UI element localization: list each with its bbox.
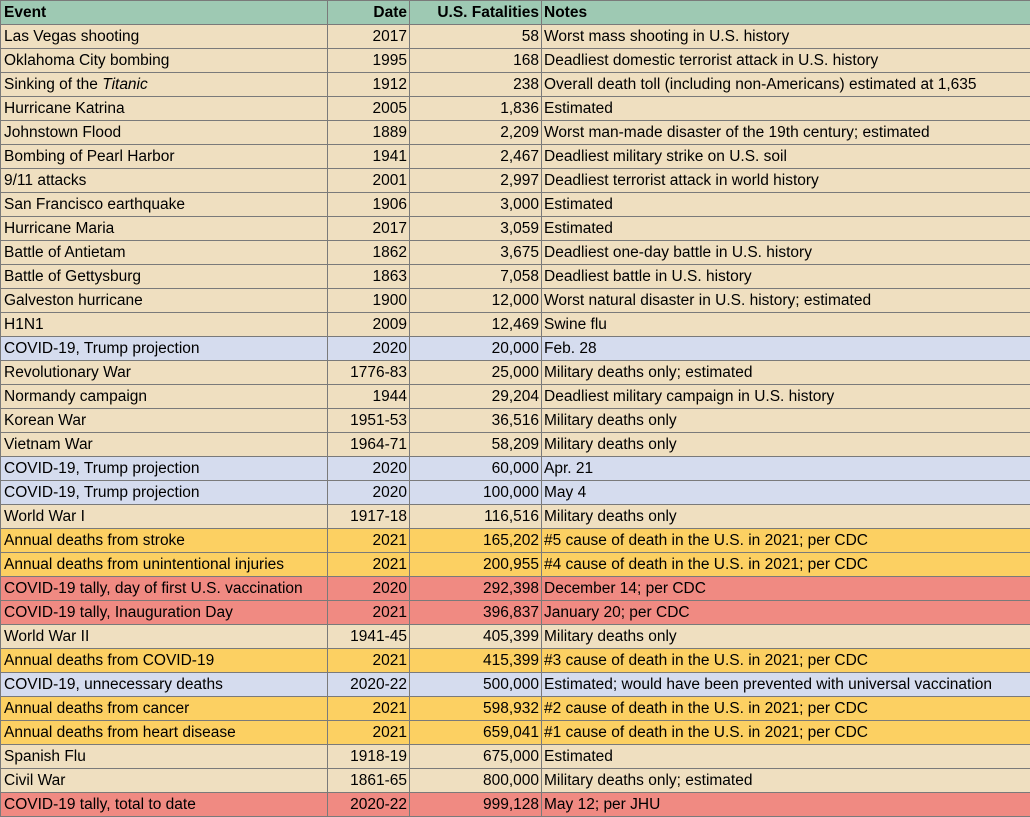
cell-notes[interactable]: Worst man-made disaster of the 19th century; estimated <box>542 121 1030 145</box>
cell-fatalities[interactable]: 165,202 <box>410 529 542 553</box>
cell-event[interactable]: Battle of Gettysburg <box>1 265 328 289</box>
cell-notes[interactable]: Worst natural disaster in U.S. history; estimated <box>542 289 1030 313</box>
header-fatalities[interactable]: U.S. Fatalities <box>410 1 542 25</box>
table-row <box>1 673 1030 697</box>
cell-date[interactable]: 1863 <box>328 265 410 289</box>
cell-event[interactable]: COVID-19, Trump projection <box>1 457 328 481</box>
table-body <box>1 25 1030 817</box>
cell-date[interactable]: 1912 <box>328 73 410 97</box>
cell-fatalities[interactable]: 60,000 <box>410 457 542 481</box>
cell-event[interactable] <box>1 73 328 97</box>
cell-notes[interactable]: Military deaths only; estimated <box>542 361 1030 385</box>
cell-fatalities[interactable]: 168 <box>410 49 542 73</box>
table-row <box>1 385 1030 409</box>
cell-notes[interactable]: #1 cause of death in the U.S. in 2021; per CDC <box>542 721 1030 745</box>
cell-event[interactable]: COVID-19, Trump projection <box>1 337 328 361</box>
cell-fatalities[interactable]: 3,059 <box>410 217 542 241</box>
cell-date[interactable]: 2021 <box>328 697 410 721</box>
cell-notes[interactable]: Deadliest domestic terrorist attack in U.S. history <box>542 49 1030 73</box>
cell-event[interactable]: COVID-19 tally, total to date <box>1 793 328 817</box>
cell-event[interactable]: Annual deaths from cancer <box>1 697 328 721</box>
cell-fatalities[interactable]: 58,209 <box>410 433 542 457</box>
table-row <box>1 73 1030 97</box>
cell-notes[interactable]: Military deaths only <box>542 409 1030 433</box>
cell-date[interactable]: 2021 <box>328 601 410 625</box>
cell-notes[interactable]: Estimated; would have been prevented with universal vaccination <box>542 673 1030 697</box>
cell-date[interactable]: 1776-83 <box>328 361 410 385</box>
cell-event[interactable]: Oklahoma City bombing <box>1 49 328 73</box>
cell-event[interactable]: Annual deaths from stroke <box>1 529 328 553</box>
table-row <box>1 433 1030 457</box>
cell-notes[interactable]: May 4 <box>542 481 1030 505</box>
cell-notes[interactable]: Deadliest terrorist attack in world history <box>542 169 1030 193</box>
cell-event[interactable]: COVID-19, Trump projection <box>1 481 328 505</box>
cell-date[interactable]: 1941 <box>328 145 410 169</box>
cell-event[interactable]: 9/11 attacks <box>1 169 328 193</box>
cell-date[interactable]: 1951-53 <box>328 409 410 433</box>
cell-fatalities[interactable]: 12,469 <box>410 313 542 337</box>
table-row <box>1 409 1030 433</box>
cell-event[interactable]: Johnstown Flood <box>1 121 328 145</box>
table-row <box>1 625 1030 649</box>
cell-fatalities[interactable]: 12,000 <box>410 289 542 313</box>
cell-event[interactable]: Hurricane Katrina <box>1 97 328 121</box>
cell-date[interactable]: 1906 <box>328 193 410 217</box>
cell-date[interactable]: 2020-22 <box>328 673 410 697</box>
cell-notes[interactable]: #2 cause of death in the U.S. in 2021; per CDC <box>542 697 1030 721</box>
table-row <box>1 769 1030 793</box>
table-row <box>1 457 1030 481</box>
cell-notes[interactable]: May 12; per JHU <box>542 793 1030 817</box>
cell-fatalities[interactable]: 36,516 <box>410 409 542 433</box>
cell-notes[interactable]: Military deaths only <box>542 625 1030 649</box>
cell-date[interactable]: 1995 <box>328 49 410 73</box>
table-row <box>1 97 1030 121</box>
cell-date[interactable]: 2020 <box>328 337 410 361</box>
cell-fatalities[interactable]: 292,398 <box>410 577 542 601</box>
header-date[interactable]: Date <box>328 1 410 25</box>
cell-event[interactable]: Civil War <box>1 769 328 793</box>
cell-date[interactable]: 1889 <box>328 121 410 145</box>
table-row <box>1 697 1030 721</box>
cell-event[interactable]: Normandy campaign <box>1 385 328 409</box>
cell-notes[interactable]: #3 cause of death in the U.S. in 2021; per CDC <box>542 649 1030 673</box>
cell-event[interactable]: H1N1 <box>1 313 328 337</box>
header-event[interactable]: Event <box>1 1 328 25</box>
cell-event[interactable]: Annual deaths from COVID-19 <box>1 649 328 673</box>
table-row <box>1 241 1030 265</box>
cell-date[interactable]: 2020 <box>328 481 410 505</box>
cell-notes[interactable]: Estimated <box>542 217 1030 241</box>
cell-notes[interactable]: Estimated <box>542 193 1030 217</box>
table-row <box>1 289 1030 313</box>
cell-notes[interactable]: January 20; per CDC <box>542 601 1030 625</box>
cell-fatalities[interactable]: 999,128 <box>410 793 542 817</box>
cell-event[interactable]: Annual deaths from unintentional injuries <box>1 553 328 577</box>
cell-event[interactable]: Annual deaths from heart disease <box>1 721 328 745</box>
cell-event[interactable]: San Francisco earthquake <box>1 193 328 217</box>
table-row <box>1 553 1030 577</box>
table-row <box>1 169 1030 193</box>
table-row <box>1 577 1030 601</box>
cell-fatalities[interactable]: 7,058 <box>410 265 542 289</box>
cell-notes[interactable]: Military deaths only <box>542 505 1030 529</box>
cell-date[interactable]: 2021 <box>328 649 410 673</box>
cell-date[interactable]: 1900 <box>328 289 410 313</box>
table-row <box>1 529 1030 553</box>
cell-date[interactable]: 2021 <box>328 553 410 577</box>
table-row <box>1 601 1030 625</box>
cell-event[interactable]: Korean War <box>1 409 328 433</box>
header-notes[interactable]: Notes <box>542 1 1030 25</box>
table-row <box>1 505 1030 529</box>
cell-date[interactable]: 2020 <box>328 577 410 601</box>
table-row <box>1 793 1030 817</box>
cell-fatalities[interactable]: 58 <box>410 25 542 49</box>
table-row <box>1 745 1030 769</box>
table-row <box>1 361 1030 385</box>
cell-fatalities[interactable]: 238 <box>410 73 542 97</box>
cell-date[interactable]: 1918-19 <box>328 745 410 769</box>
cell-date[interactable]: 2020 <box>328 457 410 481</box>
table-row <box>1 481 1030 505</box>
cell-fatalities[interactable]: 675,000 <box>410 745 542 769</box>
table-row <box>1 649 1030 673</box>
table-row <box>1 193 1030 217</box>
cell-notes[interactable]: Deadliest battle in U.S. history <box>542 265 1030 289</box>
cell-fatalities[interactable]: 396,837 <box>410 601 542 625</box>
cell-event[interactable]: World War I <box>1 505 328 529</box>
cell-fatalities[interactable]: 20,000 <box>410 337 542 361</box>
table-row <box>1 265 1030 289</box>
cell-fatalities[interactable]: 2,997 <box>410 169 542 193</box>
cell-notes[interactable]: Estimated <box>542 745 1030 769</box>
cell-fatalities[interactable]: 1,836 <box>410 97 542 121</box>
cell-date[interactable]: 1917-18 <box>328 505 410 529</box>
cell-event[interactable]: World War II <box>1 625 328 649</box>
cell-date[interactable]: 2017 <box>328 25 410 49</box>
cell-fatalities[interactable]: 415,399 <box>410 649 542 673</box>
cell-date[interactable]: 2021 <box>328 721 410 745</box>
table-row <box>1 145 1030 169</box>
cell-event[interactable]: Galveston hurricane <box>1 289 328 313</box>
table-row <box>1 721 1030 745</box>
cell-fatalities[interactable]: 3,000 <box>410 193 542 217</box>
cell-fatalities[interactable]: 598,932 <box>410 697 542 721</box>
cell-fatalities[interactable]: 405,399 <box>410 625 542 649</box>
cell-fatalities[interactable]: 3,675 <box>410 241 542 265</box>
cell-date[interactable]: 1941-45 <box>328 625 410 649</box>
cell-notes[interactable]: #5 cause of death in the U.S. in 2021; per CDC <box>542 529 1030 553</box>
cell-date[interactable]: 1861-65 <box>328 769 410 793</box>
cell-event[interactable]: Revolutionary War <box>1 361 328 385</box>
cell-date[interactable]: 2021 <box>328 529 410 553</box>
cell-event[interactable]: Spanish Flu <box>1 745 328 769</box>
cell-notes[interactable]: Estimated <box>542 97 1030 121</box>
cell-notes[interactable]: Military deaths only <box>542 433 1030 457</box>
cell-event[interactable]: Hurricane Maria <box>1 217 328 241</box>
table-row <box>1 121 1030 145</box>
cell-fatalities[interactable]: 200,955 <box>410 553 542 577</box>
table-row <box>1 49 1030 73</box>
cell-event[interactable]: COVID-19 tally, Inauguration Day <box>1 601 328 625</box>
cell-fatalities[interactable]: 659,041 <box>410 721 542 745</box>
cell-fatalities[interactable]: 100,000 <box>410 481 542 505</box>
cell-fatalities[interactable]: 500,000 <box>410 673 542 697</box>
table-row <box>1 25 1030 49</box>
cell-fatalities[interactable]: 25,000 <box>410 361 542 385</box>
cell-event[interactable]: Las Vegas shooting <box>1 25 328 49</box>
cell-fatalities[interactable]: 2,467 <box>410 145 542 169</box>
cell-notes[interactable]: Deadliest military strike on U.S. soil <box>542 145 1030 169</box>
table-row <box>1 217 1030 241</box>
cell-notes[interactable]: Deadliest military campaign in U.S. history <box>542 385 1030 409</box>
cell-event[interactable]: Vietnam War <box>1 433 328 457</box>
cell-fatalities[interactable]: 116,516 <box>410 505 542 529</box>
cell-date[interactable]: 1944 <box>328 385 410 409</box>
cell-event-text: Sinking of the <box>4 76 102 93</box>
cell-notes[interactable]: Apr. 21 <box>542 457 1030 481</box>
cell-notes[interactable]: Deadliest one-day battle in U.S. history <box>542 241 1030 265</box>
cell-notes[interactable]: December 14; per CDC <box>542 577 1030 601</box>
cell-event[interactable]: Bombing of Pearl Harbor <box>1 145 328 169</box>
cell-notes[interactable]: #4 cause of death in the U.S. in 2021; per CDC <box>542 553 1030 577</box>
cell-date[interactable]: 2001 <box>328 169 410 193</box>
table-row <box>1 313 1030 337</box>
cell-notes[interactable]: Swine flu <box>542 313 1030 337</box>
cell-event[interactable]: COVID-19, unnecessary deaths <box>1 673 328 697</box>
cell-date[interactable]: 2005 <box>328 97 410 121</box>
cell-date[interactable]: 2009 <box>328 313 410 337</box>
cell-date[interactable]: 2017 <box>328 217 410 241</box>
cell-event-italic: Titanic <box>102 76 148 93</box>
cell-fatalities[interactable]: 29,204 <box>410 385 542 409</box>
table-row <box>1 337 1030 361</box>
cell-notes[interactable]: Feb. 28 <box>542 337 1030 361</box>
cell-event[interactable]: Battle of Antietam <box>1 241 328 265</box>
cell-date[interactable]: 1964-71 <box>328 433 410 457</box>
cell-notes[interactable]: Overall death toll (including non-Americans) estimated at 1,635 <box>542 73 1030 97</box>
cell-event[interactable]: COVID-19 tally, day of first U.S. vaccination <box>1 577 328 601</box>
cell-fatalities[interactable]: 2,209 <box>410 121 542 145</box>
header-row <box>1 1 1030 25</box>
cell-date[interactable]: 1862 <box>328 241 410 265</box>
cell-fatalities[interactable]: 800,000 <box>410 769 542 793</box>
cell-notes[interactable]: Worst mass shooting in U.S. history <box>542 25 1030 49</box>
cell-notes[interactable]: Military deaths only; estimated <box>542 769 1030 793</box>
cell-date[interactable]: 2020-22 <box>328 793 410 817</box>
